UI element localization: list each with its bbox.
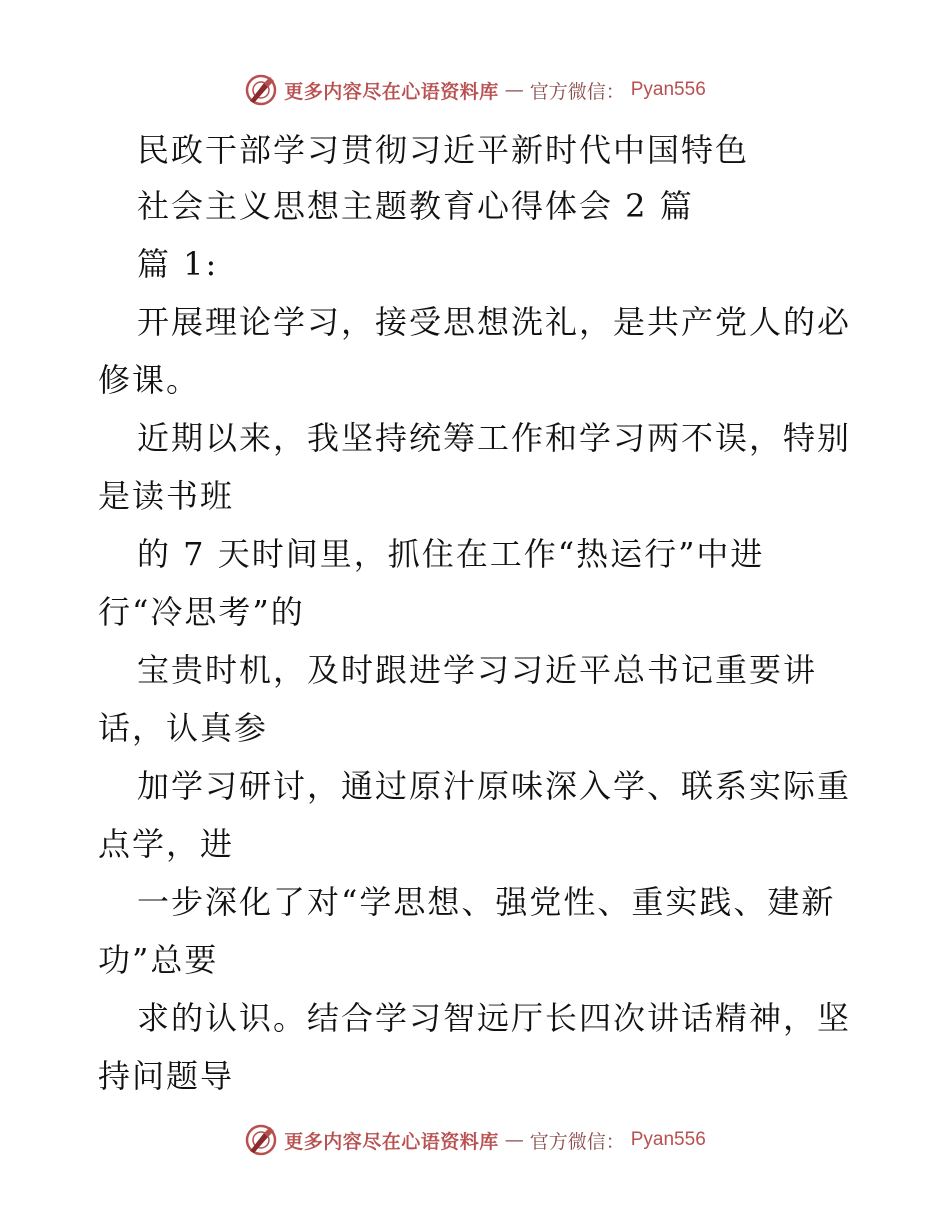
paragraph-line: 话，认真参	[98, 709, 269, 747]
paragraph-line: 一步深化了对“学思想、强党性、重实践、建新	[137, 883, 836, 921]
paragraph-line: 加学习研讨，通过原汁原味深入学、联系实际重	[137, 767, 852, 805]
wechat-id: Pyan556	[630, 1129, 706, 1150]
paragraph-line: 是读书班	[98, 477, 235, 515]
section-label: 篇 1:	[137, 245, 219, 283]
paragraph-line: 开展理论学习，接受思想洗礼，是共产党人的必	[137, 303, 852, 341]
paragraph-line: 点学，进	[98, 825, 235, 863]
paragraph-line: 求的认识。结合学习智远厅长四次讲话精神，坚	[137, 999, 852, 1037]
pen-logo-icon	[244, 73, 278, 107]
paragraph-line: 近期以来，我坚持统筹工作和学习两不误，特别	[137, 419, 852, 457]
site-text: 更多内容尽在心语资料库	[284, 80, 499, 103]
paragraph-line: 行“冷思考”的	[98, 593, 305, 631]
paragraph-line: 修课。	[98, 361, 201, 399]
title-line-1: 民政干部学习贯彻习近平新时代中国特色	[137, 131, 750, 169]
paragraph-line: 持问题导	[98, 1057, 235, 1095]
dash: —	[504, 79, 524, 101]
dash: —	[504, 1129, 524, 1151]
paragraph-line: 功”总要	[98, 941, 219, 979]
wechat-label: 官方微信：	[529, 1130, 625, 1153]
wechat-id: Pyan556	[630, 79, 706, 100]
header-watermark	[0, 70, 950, 110]
title-line-2: 社会主义思想主题教育心得体会 2 篇	[137, 187, 694, 225]
wechat-label: 官方微信：	[529, 80, 625, 103]
paragraph-line: 宝贵时机，及时跟进学习习近平总书记重要讲	[137, 651, 818, 689]
site-text: 更多内容尽在心语资料库	[284, 1130, 499, 1153]
paragraph-line: 的 7 天时间里，抓住在工作“热运行”中进	[137, 535, 765, 573]
footer-watermark	[0, 1120, 950, 1160]
pen-logo-icon	[244, 1123, 278, 1157]
